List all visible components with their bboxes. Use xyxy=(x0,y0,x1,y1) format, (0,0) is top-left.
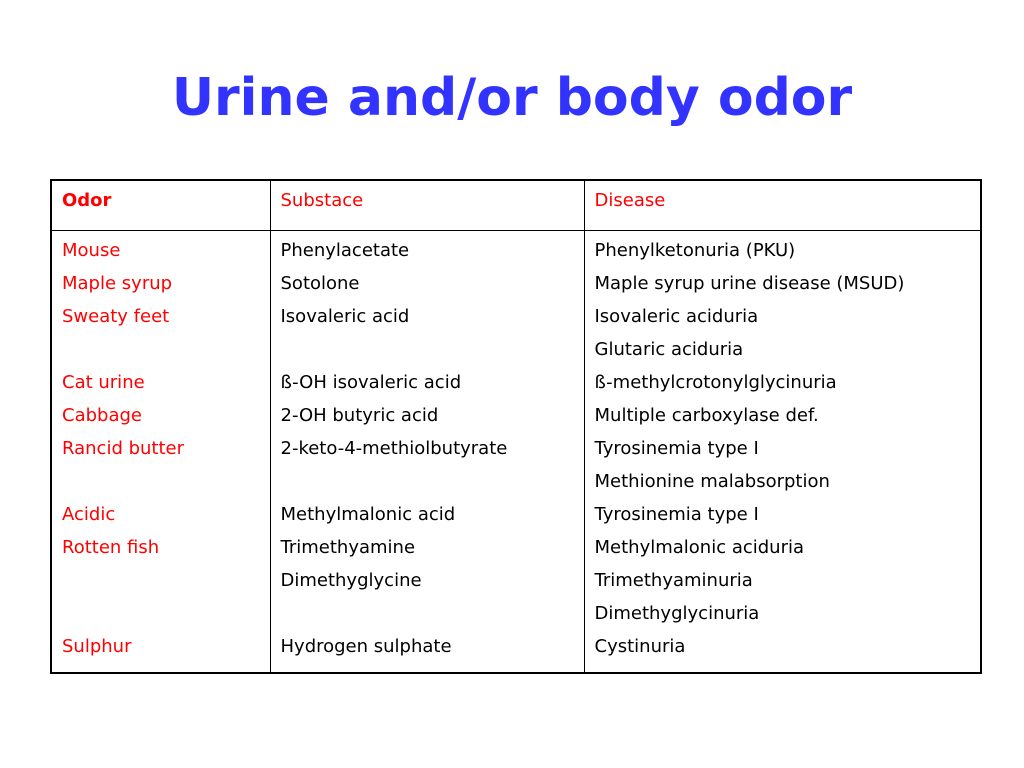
disease-item: Tyrosinemia type I xyxy=(594,503,759,525)
odor-column-cell xyxy=(51,230,270,673)
disease-item: Tyrosinemia type I xyxy=(594,437,759,459)
substance-item xyxy=(281,597,574,630)
odor-item: Sulphur xyxy=(62,635,132,657)
odor-item: Sweaty feet xyxy=(62,305,170,327)
odor-item: Maple syrup xyxy=(62,272,173,294)
disease-item: Dimethyglycinuria xyxy=(594,602,760,624)
odor-item: Cat urine xyxy=(62,371,145,393)
disease-item: Maple syrup urine disease (MSUD) xyxy=(594,272,905,294)
substance-column-cell xyxy=(270,230,584,673)
substance-item: Trimethyamine xyxy=(280,536,416,558)
odor-item xyxy=(62,465,260,498)
header-odor: Odor xyxy=(51,180,270,230)
disease-item: Cystinuria xyxy=(594,635,686,657)
disease-item: Multiple carboxylase def. xyxy=(594,404,819,426)
disease-item: Methionine malabsorption xyxy=(594,470,830,492)
disease-item: Methylmalonic aciduria xyxy=(594,536,805,558)
substance-item: 2-OH butyric acid xyxy=(280,404,439,426)
disease-column-cell xyxy=(584,230,981,673)
substance-item xyxy=(281,465,574,498)
odor-item xyxy=(62,597,260,630)
odor-item xyxy=(62,333,260,366)
substance-item: ß-OH isovaleric acid xyxy=(280,371,462,393)
disease-item: ß-methylcrotonylglycinuria xyxy=(594,371,837,393)
odor-item: Acidic xyxy=(62,503,116,525)
disease-item: Glutaric aciduria xyxy=(594,338,744,360)
substance-item: Isovaleric acid xyxy=(280,305,410,327)
odor-item: Rotten fish xyxy=(62,536,160,558)
disease-item: Phenylketonuria (PKU) xyxy=(594,239,796,261)
substance-item: Hydrogen sulphate xyxy=(280,635,452,657)
slide-title: Urine and/or body odor xyxy=(171,68,853,128)
substance-item xyxy=(281,333,574,366)
odor-item: Mouse xyxy=(62,239,121,261)
substance-item: Methylmalonic acid xyxy=(280,503,456,525)
odor-item xyxy=(62,564,260,597)
substance-item: Phenylacetate xyxy=(280,239,410,261)
disease-item: Trimethyaminuria xyxy=(594,569,753,591)
substance-item: Sotolone xyxy=(280,272,360,294)
header-substance: Substace xyxy=(270,180,584,230)
odor-table xyxy=(50,179,982,674)
table-body-row xyxy=(51,230,981,673)
disease-item: Isovaleric aciduria xyxy=(594,305,759,327)
table-header-row xyxy=(51,180,981,230)
odor-item: Cabbage xyxy=(62,404,142,426)
odor-item: Rancid butter xyxy=(62,437,185,459)
substance-item: Dimethyglycine xyxy=(280,569,422,591)
header-disease: Disease xyxy=(584,180,981,230)
substance-item: 2-keto-4-methiolbutyrate xyxy=(280,437,508,459)
